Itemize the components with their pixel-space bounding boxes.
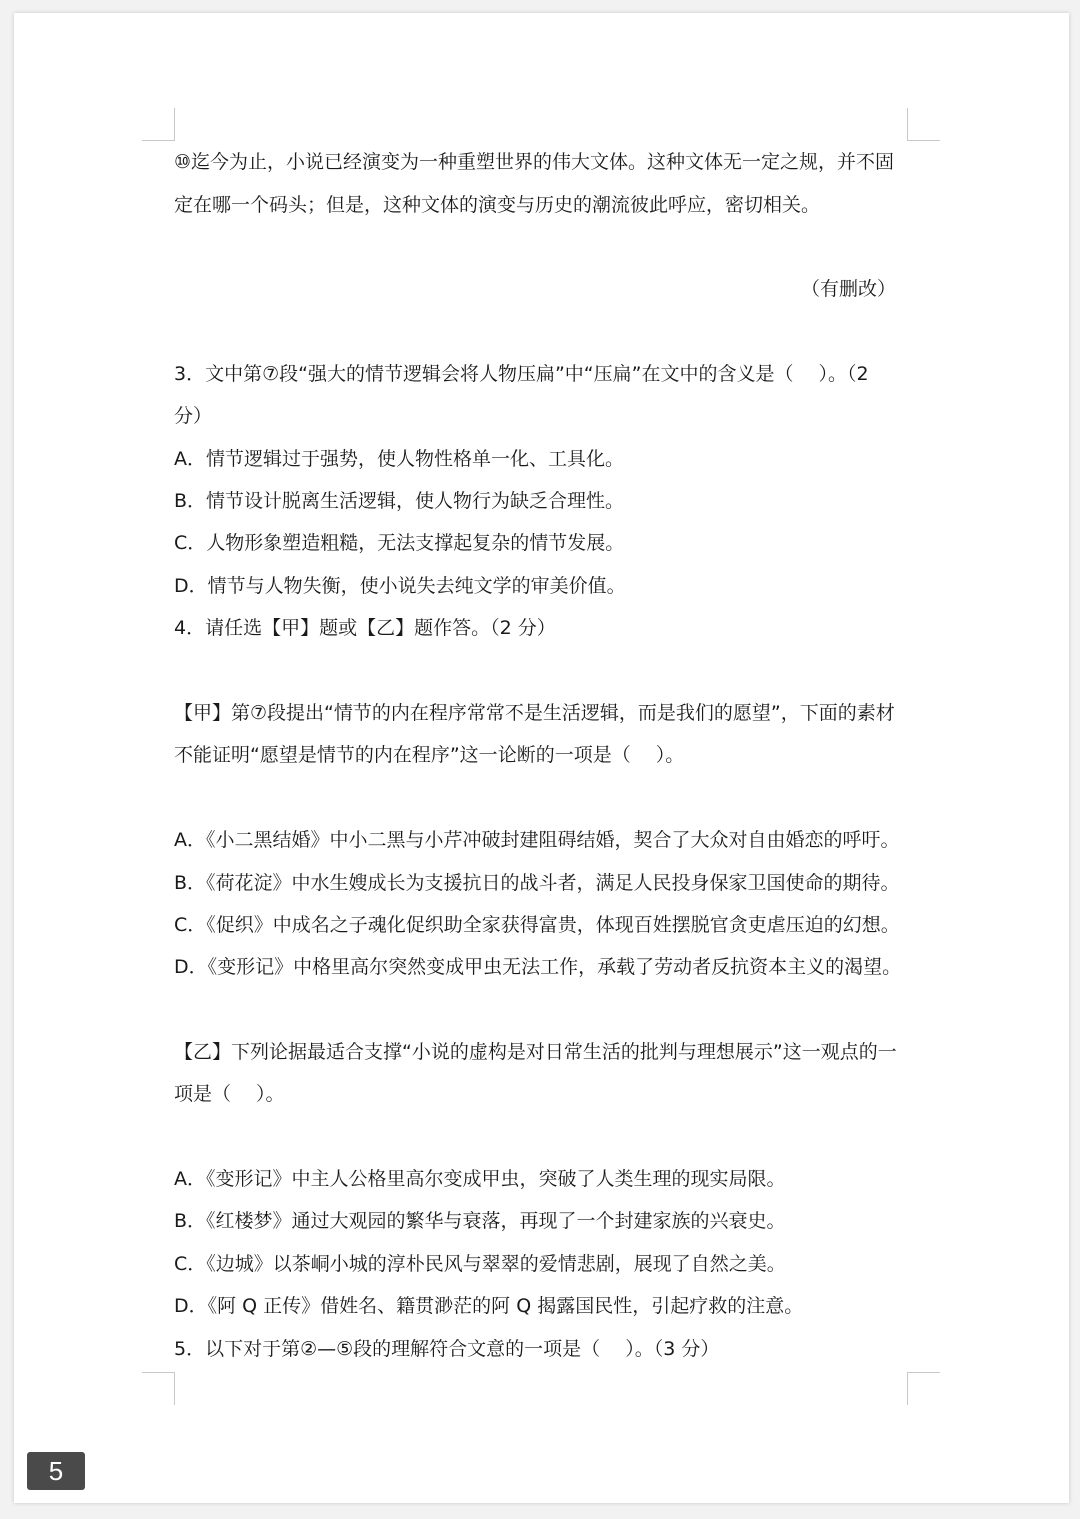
question-3-option-d: D．情节与人物失衡，使小说失去纯文学的审美价值。 xyxy=(174,575,626,597)
question-4-yi-option-b: B．《红楼梦》通过大观园的繁华与衰落，再现了一个封建家族的兴衰史。 xyxy=(174,1210,786,1232)
page-number-badge: 5 xyxy=(27,1452,85,1490)
question-4-jia-stem-line-2: 不能证明“愿望是情节的内在程序”这一论断的一项是（ ）。 xyxy=(174,744,685,766)
margin-mark-top-left xyxy=(142,108,175,141)
question-4-yi-stem-line-2: 项是（ ）。 xyxy=(174,1083,285,1105)
question-3-option-c: C．人物形象塑造粗糙，无法支撑起复杂的情节发展。 xyxy=(174,532,625,554)
margin-mark-bottom-right xyxy=(907,1372,940,1405)
margin-mark-bottom-left xyxy=(142,1372,175,1405)
paragraph-10-line-1: ⑩迄今为止，小说已经演变为一种重塑世界的伟大文体。这种文体无一定之规，并不固 xyxy=(174,151,895,173)
question-4-yi-option-a: A．《变形记》中主人公格里高尔变成甲虫，突破了人类生理的现实局限。 xyxy=(174,1168,786,1190)
question-4-yi-stem-line-1: 【乙】下列论据最适合支撑“小说的虚构是对日常生活的批判与理想展示”这一观点的一 xyxy=(174,1041,897,1063)
question-4-stem: 4．请任选【甲】题或【乙】题作答。（2 分） xyxy=(174,617,556,639)
question-4-jia-option-d: D．《变形记》中格里高尔突然变成甲虫无法工作，承载了劳动者反抗资本主义的渴望。 xyxy=(174,956,902,978)
question-4-jia-option-c: C．《促织》中成名之子魂化促织助全家获得富贵，体现百姓摆脱官贪吏虐压迫的幻想。 xyxy=(174,914,900,936)
margin-mark-top-right xyxy=(907,108,940,141)
question-3-option-a: A．情节逻辑过于强势，使人物性格单一化、工具化。 xyxy=(174,448,624,470)
question-4-yi-option-c: C．《边城》以茶峒小城的淳朴民风与翠翠的爱情悲剧，展现了自然之美。 xyxy=(174,1253,786,1275)
paragraph-10-line-2: 定在哪一个码头；但是，这种文体的演变与历史的潮流彼此呼应，密切相关。 xyxy=(174,194,821,216)
question-5-stem: 5．以下对于第②—⑤段的理解符合文意的一项是（ ）。（3 分） xyxy=(174,1338,720,1360)
question-4-jia-option-b: B．《荷花淀》中水生嫂成长为支援抗日的战斗者，满足人民投身保家卫国使命的期待。 xyxy=(174,872,900,894)
question-4-yi-option-d: D．《阿 Q 正传》借姓名、籍贯渺茫的阿 Q 揭露国民性，引起疗救的注意。 xyxy=(174,1295,804,1317)
question-3-stem-line-2: 分） xyxy=(174,405,213,427)
source-note: （有删改） xyxy=(800,278,896,300)
question-3-stem-line-1: 3．文中第⑦段“强大的情节逻辑会将人物压扁”中“压扁”在文中的含义是（ ）。（2 xyxy=(174,363,869,385)
question-4-jia-stem-line-1: 【甲】第⑦段提出“情节的内在程序常常不是生活逻辑，而是我们的愿望”，下面的素材 xyxy=(174,702,895,724)
question-4-jia-option-a: A．《小二黑结婚》中小二黑与小芹冲破封建阻碍结婚，契合了大众对自由婚恋的呼吁。 xyxy=(174,829,900,851)
question-3-option-b: B．情节设计脱离生活逻辑，使人物行为缺乏合理性。 xyxy=(174,490,625,512)
